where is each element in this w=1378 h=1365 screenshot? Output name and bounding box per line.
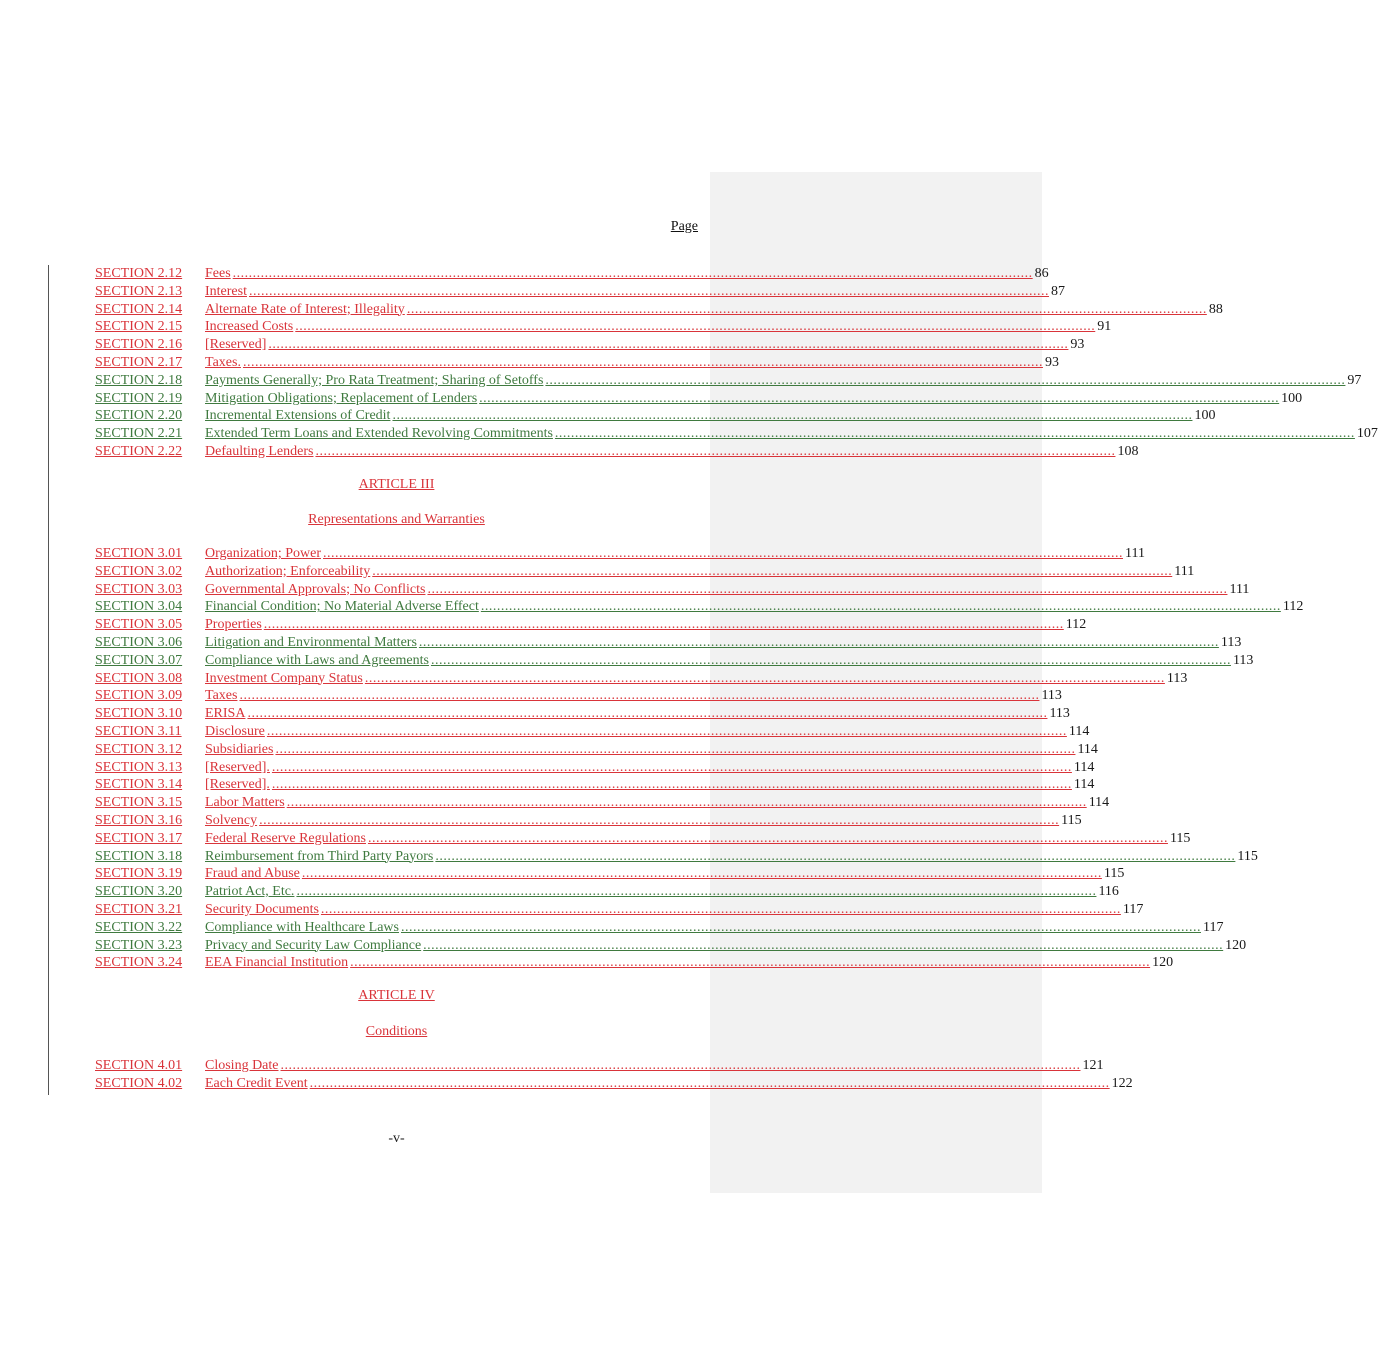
article-3-number[interactable]: ARTICLE III: [358, 477, 435, 492]
toc-page-number: 115: [1237, 848, 1258, 864]
toc-section-title[interactable]: Litigation and Environmental Matters: [205, 634, 417, 650]
toc-entry[interactable]: [95, 1057, 1104, 1075]
toc-section-title[interactable]: Compliance with Healthcare Laws: [205, 919, 399, 935]
toc-page-number: 114: [1073, 777, 1095, 793]
toc-section-title[interactable]: Incremental Extensions of Credit: [205, 408, 391, 424]
toc-section-number[interactable]: SECTION 3.20: [95, 884, 183, 900]
toc-dot-leader: ........................................................................................................................................................................................................: [271, 777, 1072, 793]
toc-page-number: 87: [1050, 283, 1065, 299]
article-4-title[interactable]: Conditions: [365, 1024, 428, 1039]
toc-entry[interactable]: [95, 634, 1242, 652]
toc-dot-leader: ........................................................................................................................................................................................................: [248, 283, 1049, 299]
toc-section-number[interactable]: SECTION 2.20: [95, 408, 183, 424]
toc-section-number[interactable]: SECTION 3.09: [95, 688, 183, 704]
toc-section-title[interactable]: Patriot Act, Etc.: [205, 884, 295, 900]
toc-entry[interactable]: [95, 265, 1049, 283]
toc-section-title[interactable]: Fees: [205, 266, 231, 281]
toc-section-title[interactable]: Privacy and Security Law Compliance: [205, 937, 422, 953]
toc-dot-leader: ........................................................................................................................................................................................................: [350, 955, 1151, 971]
toc-dot-leader: ........................................................................................................................................................................................................: [263, 617, 1064, 633]
toc-dot-leader: ........................................................................................................................................................................................................: [247, 706, 1048, 722]
toc-dot-leader: ........................................................................................................................................................................................................: [323, 546, 1123, 561]
toc-page-number: 121: [1082, 1058, 1104, 1073]
page-column-label: Page: [670, 219, 698, 234]
toc-dot-leader: ........................................................................................................................................................................................................: [309, 1075, 1110, 1091]
toc-dot-leader: ........................................................................................................................................................................................................: [286, 795, 1087, 811]
toc-entry[interactable]: [95, 687, 1062, 705]
toc-page-number: 111: [1125, 546, 1145, 561]
toc-section-title[interactable]: Mitigation Obligations; Replacement of Lenders: [205, 390, 478, 406]
toc-page-number: 113: [1166, 670, 1188, 686]
toc-section-title[interactable]: Fraud and Abuse: [205, 866, 300, 882]
toc-section-number[interactable]: SECTION 3.16: [95, 812, 183, 828]
toc-section-number[interactable]: SECTION 2.18: [95, 372, 183, 388]
toc-section-number[interactable]: SECTION 2.17: [95, 354, 183, 370]
toc-dot-leader: ........................................................................................................................................................................................................: [554, 426, 1355, 442]
toc-section-title[interactable]: Payments Generally; Pro Rata Treatment; Sharing of Setoffs: [205, 372, 544, 388]
toc-dot-leader: ........................................................................................................................................................................................................: [271, 759, 1072, 775]
toc-entry[interactable]: [95, 741, 1098, 759]
toc-page-number: 116: [1098, 884, 1119, 900]
toc-section-title[interactable]: Extended Term Loans and Extended Revolving Commitments: [205, 426, 553, 442]
toc-section-title[interactable]: ERISA: [205, 706, 246, 722]
toc-page-number: 88: [1208, 301, 1223, 317]
toc-entry[interactable]: [95, 652, 1254, 670]
toc-entry[interactable]: [95, 425, 1378, 443]
toc-entry[interactable]: [95, 354, 1059, 372]
toc-page-number: 115: [1061, 812, 1082, 828]
toc-page-number: 115: [1103, 866, 1125, 882]
toc-entry[interactable]: [95, 776, 1095, 794]
toc-page-number: 93: [1044, 354, 1059, 370]
toc-page-number: 113: [1041, 688, 1062, 704]
toc-page-number: 91: [1097, 319, 1112, 335]
toc-section-number[interactable]: SECTION 3.07: [95, 652, 183, 668]
toc-section-title[interactable]: Disclosure: [205, 723, 265, 739]
toc-page-number: 108: [1117, 443, 1139, 459]
toc-dot-leader: ........................................................................................................................................................................................................: [268, 337, 1069, 353]
toc-section-number[interactable]: SECTION 2.14: [95, 301, 183, 317]
toc-entry[interactable]: [95, 390, 1303, 408]
toc-entry[interactable]: [95, 283, 1065, 301]
toc-section-number[interactable]: SECTION 3.15: [95, 795, 183, 811]
toc-entry[interactable]: [95, 830, 1191, 848]
toc-entry[interactable]: [95, 1075, 1133, 1093]
toc-group-article-3: [95, 545, 1304, 972]
toc-section-number[interactable]: SECTION 3.06: [95, 634, 183, 650]
toc-section-title[interactable]: Taxes.: [205, 354, 241, 370]
toc-dot-leader: ........................................................................................................................................................................................................: [232, 266, 1033, 281]
toc-section-number[interactable]: SECTION 3.23: [95, 937, 183, 953]
toc-section-number[interactable]: SECTION 3.14: [95, 777, 183, 793]
toc-section-title[interactable]: Each Credit Event: [205, 1075, 308, 1091]
toc-entry[interactable]: [95, 954, 1174, 972]
toc-page-number: 100: [1281, 390, 1303, 406]
toc-section-title[interactable]: Interest: [205, 283, 247, 299]
toc-entry[interactable]: [95, 670, 1188, 688]
toc-entry[interactable]: [95, 372, 1362, 390]
toc-section-number[interactable]: SECTION 2.22: [95, 443, 183, 459]
toc-section-number[interactable]: SECTION 3.10: [95, 706, 183, 722]
toc-section-number[interactable]: SECTION 2.21: [95, 426, 183, 442]
toc-section-number[interactable]: SECTION 2.15: [95, 319, 183, 335]
toc-section-title[interactable]: Financial Condition; No Material Adverse Effect: [205, 599, 479, 615]
toc-page-number: 112: [1282, 599, 1304, 615]
toc-dot-leader: ........................................................................................................................................................................................................: [259, 812, 1060, 828]
toc-entry[interactable]: [95, 883, 1119, 901]
page-footer-number: -v-: [388, 1131, 405, 1146]
toc-section-number[interactable]: SECTION 3.05: [95, 617, 183, 633]
toc-entry[interactable]: [95, 598, 1304, 616]
toc-dot-leader: ........................................................................................................................................................................................................: [392, 408, 1193, 424]
toc-section-title[interactable]: Increased Costs: [205, 319, 294, 335]
toc-dot-leader: ........................................................................................................................................................................................................: [406, 301, 1207, 317]
toc-section-number[interactable]: SECTION 2.16: [95, 337, 183, 353]
toc-section-title[interactable]: Governmental Approvals; No Conflicts: [205, 581, 426, 597]
toc-section-number[interactable]: SECTION 2.19: [95, 390, 183, 406]
toc-entry[interactable]: [95, 794, 1110, 812]
toc-dot-leader: ........................................................................................................................................................................................................: [545, 372, 1346, 388]
toc-section-title[interactable]: Defaulting Lenders: [205, 443, 314, 459]
toc-page-number: 86: [1034, 266, 1049, 281]
toc-page-number: 114: [1073, 759, 1095, 775]
toc-entry[interactable]: [95, 901, 1144, 919]
toc-dot-leader: ........................................................................................................................................................................................................: [364, 670, 1165, 686]
toc-entry[interactable]: [95, 616, 1087, 634]
toc-entry[interactable]: [95, 919, 1224, 937]
toc-page-number: 111: [1174, 563, 1195, 579]
toc-dot-leader: ........................................................................................................................................................................................................: [295, 319, 1096, 335]
toc-section-number[interactable]: SECTION 3.18: [95, 848, 183, 864]
toc-dot-leader: ........................................................................................................................................................................................................: [239, 688, 1040, 704]
toc-entry[interactable]: [95, 723, 1090, 741]
toc-entry[interactable]: [95, 759, 1095, 777]
article-3-title[interactable]: Representations and Warranties: [308, 512, 485, 527]
toc-dot-leader: ........................................................................................................................................................................................................: [275, 741, 1076, 757]
toc-section-number[interactable]: SECTION 3.17: [95, 830, 183, 846]
toc-section-number[interactable]: SECTION 3.08: [95, 670, 183, 686]
toc-page-number: 114: [1068, 723, 1090, 739]
toc-section-number[interactable]: SECTION 3.03: [95, 581, 183, 597]
toc-section-title[interactable]: Properties: [205, 617, 262, 633]
toc-dot-leader: ........................................................................................................................................................................................................: [301, 866, 1102, 882]
toc-section-number[interactable]: SECTION 2.12: [95, 266, 183, 281]
toc-section-number[interactable]: SECTION 2.13: [95, 283, 183, 299]
toc-page-number: 114: [1077, 741, 1098, 757]
toc-page-number: 117: [1202, 919, 1224, 935]
change-bar: [48, 265, 49, 1095]
toc-entry[interactable]: [95, 865, 1125, 883]
toc-page-number: 114: [1088, 795, 1110, 811]
toc-section-title[interactable]: Alternate Rate of Interest; Illegality: [205, 301, 405, 317]
toc-entry[interactable]: [95, 318, 1112, 336]
toc-dot-leader: ........................................................................................................................................................................................................: [418, 634, 1219, 650]
article-4-number[interactable]: ARTICLE IV: [358, 988, 435, 1003]
toc-page-number: 93: [1070, 337, 1085, 353]
toc-entry[interactable]: [95, 563, 1195, 581]
toc-dot-leader: ........................................................................................................................................................................................................: [427, 581, 1228, 597]
toc-page-number: 107: [1356, 426, 1378, 442]
toc-entry[interactable]: [95, 848, 1258, 866]
toc-page-number: 120: [1152, 955, 1174, 971]
toc-section-number[interactable]: SECTION 3.19: [95, 866, 183, 882]
toc-page-number: 120: [1225, 937, 1247, 953]
toc-dot-leader: ........................................................................................................................................................................................................: [400, 919, 1201, 935]
toc-dot-leader: ........................................................................................................................................................................................................: [435, 848, 1236, 864]
toc-dot-leader: ........................................................................................................................................................................................................: [266, 723, 1067, 739]
toc-dot-leader: ........................................................................................................................................................................................................: [320, 901, 1121, 917]
toc-section-number[interactable]: SECTION 3.11: [95, 723, 182, 739]
toc-entry[interactable]: [95, 812, 1082, 830]
toc-section-title[interactable]: [Reserved].: [205, 759, 270, 775]
toc-page-number: 97: [1347, 372, 1362, 388]
toc-dot-leader: ........................................................................................................................................................................................................: [367, 830, 1168, 846]
toc-section-number[interactable]: SECTION 3.04: [95, 599, 183, 615]
toc-dot-leader: ........................................................................................................................................................................................................: [480, 599, 1281, 615]
toc-section-title[interactable]: Security Documents: [205, 901, 319, 917]
toc-entry[interactable]: [95, 545, 1145, 563]
toc-page-number: 113: [1220, 634, 1242, 650]
toc-page-number: 113: [1049, 706, 1070, 722]
toc-entry[interactable]: [95, 443, 1139, 461]
toc-dot-leader: ........................................................................................................................................................................................................: [280, 1058, 1081, 1073]
toc-group-article-2: [95, 265, 1378, 461]
toc-group-article-4: [95, 1057, 1133, 1093]
toc-dot-leader: ........................................................................................................................................................................................................: [372, 563, 1173, 579]
toc-entry[interactable]: [95, 336, 1085, 354]
toc-entry[interactable]: [95, 407, 1216, 425]
toc-section-title[interactable]: EEA Financial Institution: [205, 955, 349, 971]
toc-dot-leader: ........................................................................................................................................................................................................: [479, 390, 1280, 406]
toc-dot-leader: ........................................................................................................................................................................................................: [423, 937, 1224, 953]
toc-section-title[interactable]: Taxes: [205, 688, 238, 704]
toc-page-number: 112: [1065, 617, 1087, 633]
toc-section-title[interactable]: Subsidiaries: [205, 741, 274, 757]
toc-section-number[interactable]: SECTION 3.24: [95, 955, 183, 971]
toc-section-title[interactable]: Investment Company Status: [205, 670, 363, 686]
toc-section-number[interactable]: SECTION 3.22: [95, 919, 183, 935]
toc-section-title[interactable]: Reimbursement from Third Party Payors: [205, 848, 434, 864]
toc-section-title[interactable]: Federal Reserve Regulations: [205, 830, 366, 846]
toc-entry[interactable]: [95, 705, 1070, 723]
toc-section-number[interactable]: SECTION 3.02: [95, 563, 183, 579]
toc-section-title[interactable]: Closing Date: [205, 1058, 279, 1073]
toc-page-number: 117: [1122, 901, 1144, 917]
toc-section-title[interactable]: [Reserved].: [205, 777, 270, 793]
toc-page-number: 113: [1232, 652, 1254, 668]
toc-section-number[interactable]: SECTION 3.21: [95, 901, 183, 917]
toc-section-title[interactable]: [Reserved]: [205, 337, 267, 353]
toc-section-title[interactable]: Compliance with Laws and Agreements: [205, 652, 429, 668]
toc-page-number: 115: [1169, 830, 1191, 846]
toc-section-title[interactable]: Solvency: [205, 812, 258, 828]
toc-section-number[interactable]: SECTION 3.13: [95, 759, 183, 775]
toc-section-number[interactable]: SECTION 3.12: [95, 741, 183, 757]
toc-section-number[interactable]: SECTION 4.02: [95, 1075, 183, 1091]
toc-entry[interactable]: [95, 301, 1223, 319]
toc-section-number[interactable]: SECTION 4.01: [95, 1058, 183, 1073]
toc-page-number: 100: [1194, 408, 1216, 424]
toc-page-number: 111: [1229, 581, 1250, 597]
toc-section-title[interactable]: Authorization; Enforceability: [205, 563, 371, 579]
toc-dot-leader: ........................................................................................................................................................................................................: [430, 652, 1231, 668]
toc-dot-leader: ........................................................................................................................................................................................................: [242, 354, 1043, 370]
toc-dot-leader: ........................................................................................................................................................................................................: [296, 884, 1097, 900]
toc-entry[interactable]: [95, 937, 1247, 955]
toc-section-title[interactable]: Labor Matters: [205, 795, 285, 811]
toc-page-number: 122: [1111, 1075, 1133, 1091]
toc-entry[interactable]: [95, 581, 1250, 599]
toc-section-number[interactable]: SECTION 3.01: [95, 546, 183, 561]
toc-section-title[interactable]: Organization; Power: [205, 546, 321, 561]
toc-dot-leader: ........................................................................................................................................................................................................: [315, 443, 1116, 459]
